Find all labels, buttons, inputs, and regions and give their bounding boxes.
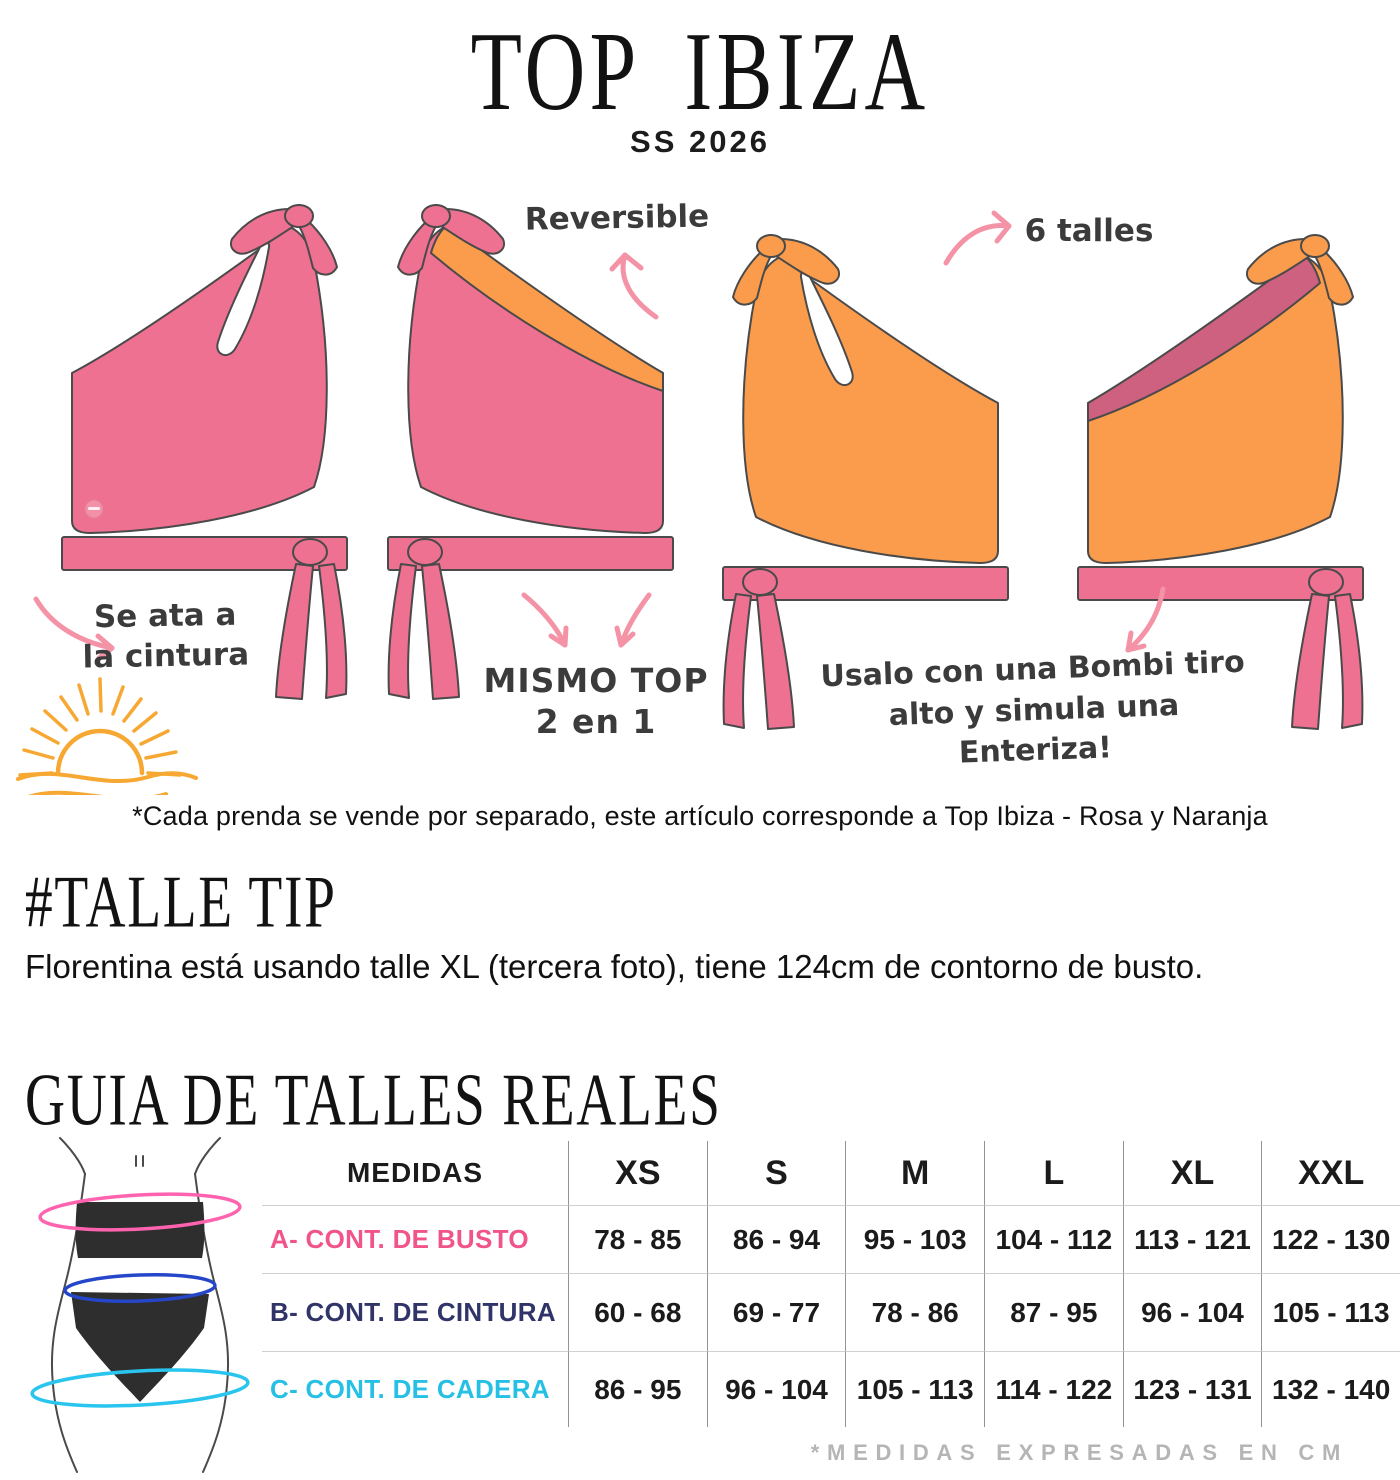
table-header-xs: XS [568, 1141, 707, 1205]
body-measurement-diagram [15, 1130, 265, 1478]
size-tip-heading: #TALLE TIP [25, 861, 337, 944]
bust-l: 104 - 112 [984, 1205, 1123, 1273]
bust-xl: 113 - 121 [1123, 1205, 1262, 1273]
size-guide-heading: GUIA DE TALLES REALES [25, 1059, 722, 1142]
hips-s: 96 - 104 [707, 1351, 846, 1427]
arrow-down-left-sametop-icon [524, 595, 566, 645]
annotation-usage [806, 642, 1262, 779]
table-header-m: M [845, 1141, 984, 1205]
annotation-tie-waist [47, 594, 283, 679]
hips-xl: 123 - 131 [1123, 1351, 1262, 1427]
hips-xs: 86 - 95 [568, 1351, 707, 1427]
season-label: SS 2026 [630, 124, 770, 159]
annotation-usage-line2: alto y simula una Enteriza! [888, 687, 1180, 771]
hips-l: 114 - 122 [984, 1351, 1123, 1427]
bust-xs: 78 - 85 [568, 1205, 707, 1273]
disclaimer-text: *Cada prenda se vende por separado, este artículo corresponde a Top Ibiza - Rosa y Naranja [132, 801, 1268, 831]
annotation-same-top-line2: 2 en 1 [535, 702, 657, 742]
waist-l: 87 - 95 [984, 1273, 1123, 1351]
row-label-bust: A- CONT. DE BUSTO [262, 1205, 568, 1273]
size-table [262, 1141, 1400, 1427]
arrow-down-right-sametop-icon [617, 595, 649, 645]
sun-icon [18, 679, 196, 795]
row-label-hips: C- CONT. DE CADERA [262, 1351, 568, 1427]
annotation-reversible: Reversible [524, 198, 710, 238]
hips-m: 105 - 113 [845, 1351, 984, 1427]
waist-xxl: 105 - 113 [1261, 1273, 1400, 1351]
table-header-xl: XL [1123, 1141, 1262, 1205]
bust-m: 95 - 103 [845, 1205, 984, 1273]
waist-xl: 96 - 104 [1123, 1273, 1262, 1351]
annotation-tie-waist-line1: Se ata a [93, 596, 237, 636]
bust-s: 86 - 94 [707, 1205, 846, 1273]
table-header-medidas: MEDIDAS [346, 1157, 484, 1188]
waist-xs: 60 - 68 [568, 1273, 707, 1351]
annotation-usage-line1: Usalo con una Bombi tiro [819, 644, 1246, 695]
arrow-up-reversible-icon [612, 255, 656, 317]
table-header-l: L [984, 1141, 1123, 1205]
page-title: TOP IBIZA [470, 9, 930, 134]
size-tip-body: Florentina está usando talle XL (tercera foto), tiene 124cm de contorno de busto. [25, 948, 1204, 985]
row-label-waist: B- CONT. DE CINTURA [262, 1273, 568, 1351]
annotation-same-top-line1: MISMO TOP [483, 661, 709, 700]
annotation-same-top [476, 660, 716, 743]
units-footnote: *MEDIDAS EXPRESADAS EN CM [810, 1440, 1348, 1465]
annotation-six-sizes: 6 talles [1024, 213, 1154, 249]
waist-m: 78 - 86 [845, 1273, 984, 1351]
arrow-right-sizes-icon [946, 213, 1009, 263]
table-header-xxl: XXL [1261, 1141, 1400, 1205]
waist-s: 69 - 77 [707, 1273, 846, 1351]
bottom-piece-shape [71, 1292, 209, 1402]
hips-xxl: 132 - 140 [1261, 1351, 1400, 1427]
bust-xxl: 122 - 130 [1261, 1205, 1400, 1273]
table-header-s: S [707, 1141, 846, 1205]
annotation-tie-waist-line2: la cintura [82, 636, 250, 676]
